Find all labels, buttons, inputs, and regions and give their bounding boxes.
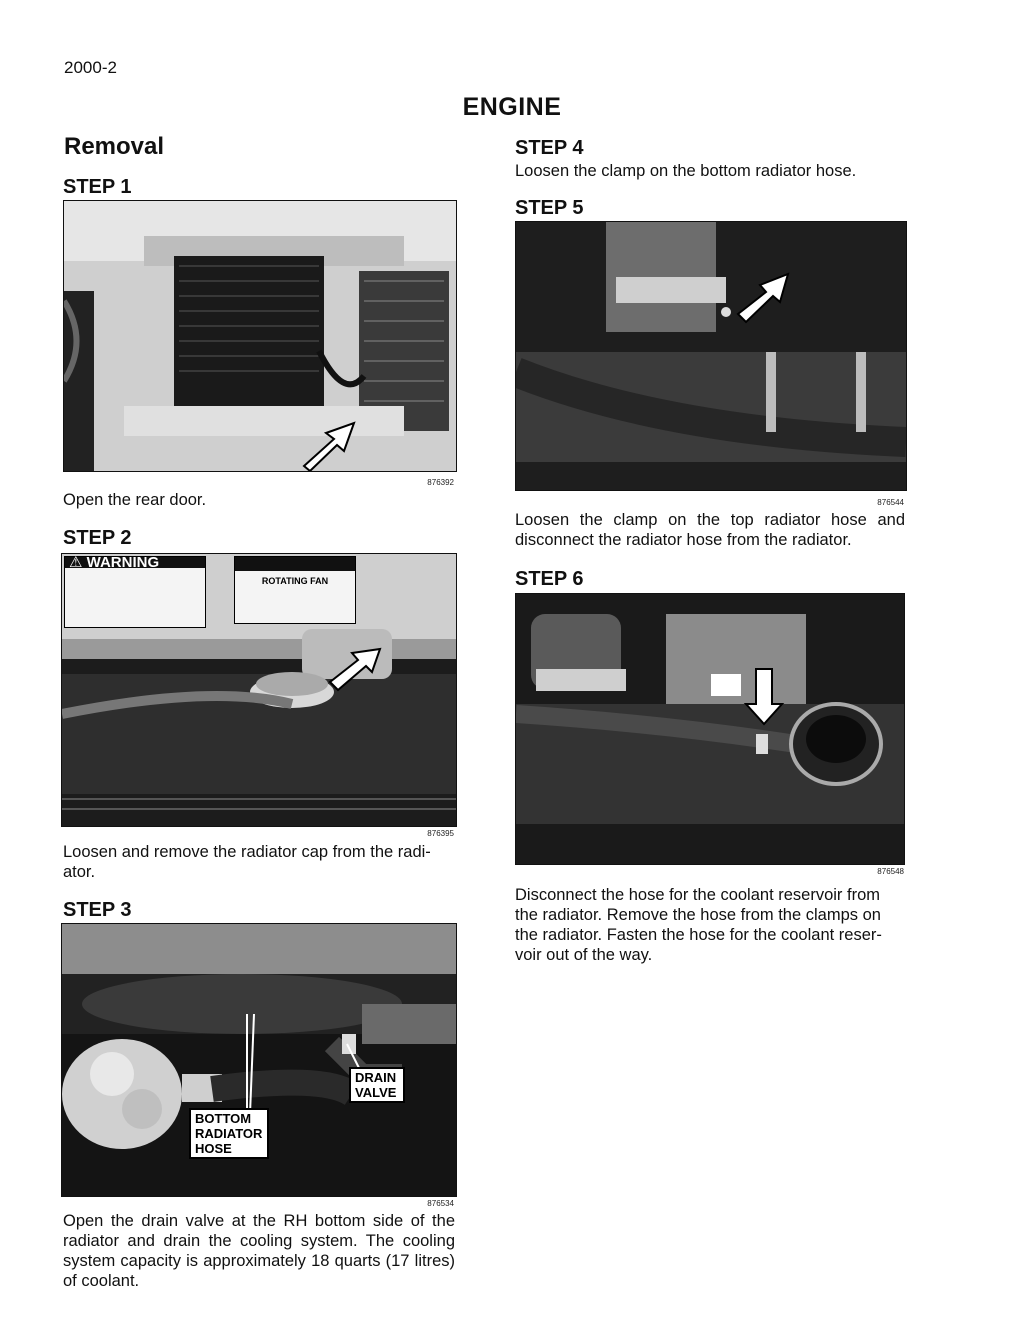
step-6-caption: Disconnect the hose for the coolant reservoir from the radiator. Remove the hose from the clamps on the radiator. Fasten the hose for the coolant reser-voir out of the way. — [515, 886, 882, 964]
step-1-photo-rear-door — [63, 200, 457, 472]
step-5-photo-top-hose — [515, 221, 907, 491]
step-3-photo-drain-valve — [61, 923, 457, 1197]
warning-decal — [64, 556, 206, 628]
step-5-figure-number: 876544 — [877, 498, 904, 507]
step-1-caption: Open the rear door. — [63, 491, 207, 509]
step-6-photo-coolant-reservoir-hose — [515, 593, 905, 865]
warning-triangle-icon: ⚠ — [69, 554, 83, 571]
step-5-label: STEP 5 — [515, 197, 584, 219]
step-2-label: STEP 2 — [63, 527, 132, 549]
step-6-figure-number: 876548 — [877, 867, 904, 876]
rotating-fan-decal — [234, 556, 356, 624]
step-2-figure-number: 876395 — [427, 829, 454, 838]
step-3-caption: Open the drain valve at the RH bottom side of the radiator and drain the cooling system. The cooling system capacity is approximately 18 quarts (17 litres) of coolant. — [63, 1212, 455, 1290]
step-5-caption: Loosen the clamp on the top radiator hose and disconnect the radiator hose from the radiator. — [515, 511, 905, 549]
step-6-label: STEP 6 — [515, 568, 584, 590]
step-3-label: STEP 3 — [63, 899, 132, 921]
drain-valve-callout: DRAIN VALVE — [349, 1067, 405, 1103]
removal-heading: Removal — [64, 133, 165, 160]
warning-decal-title: WARNING — [86, 554, 160, 571]
step-4-caption: Loosen the clamp on the bottom radiator hose. — [515, 162, 857, 180]
rotating-fan-decal-title: ROTATING FAN — [261, 576, 329, 586]
step-1-label: STEP 1 — [63, 176, 132, 198]
step-4-label: STEP 4 — [515, 137, 584, 159]
step-3-figure-number: 876534 — [427, 1199, 454, 1208]
step-2-caption: Loosen and remove the radiator cap from the radi-ator. — [63, 843, 431, 881]
page-number: 2000-2 — [64, 58, 117, 77]
step-2-photo-radiator-cap — [61, 553, 457, 827]
step-1-figure-number: 876392 — [427, 478, 454, 487]
bottom-radiator-hose-callout: BOTTOM RADIATOR HOSE — [189, 1108, 269, 1159]
section-title: ENGINE — [462, 93, 562, 121]
